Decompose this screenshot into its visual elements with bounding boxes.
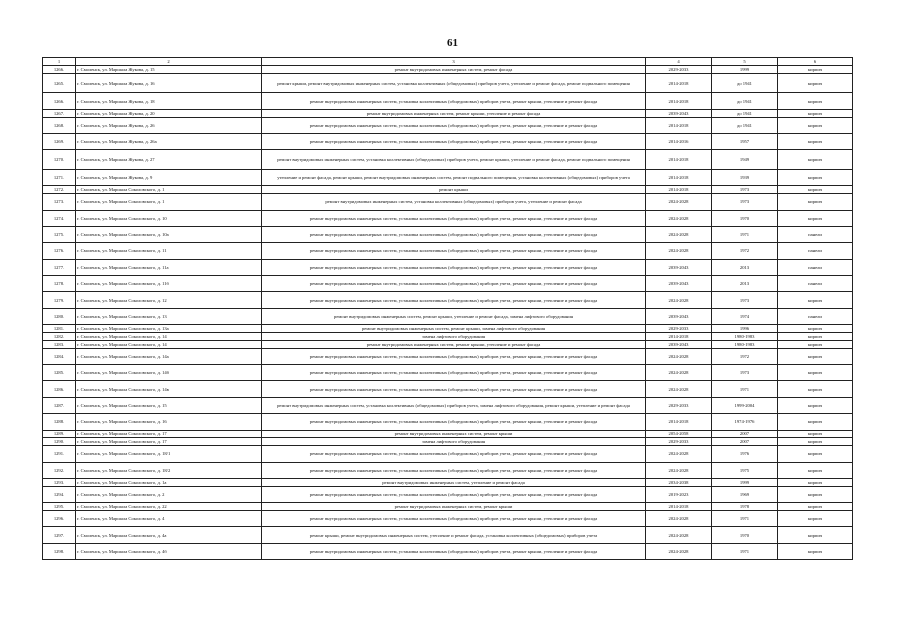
row-number: 1295.	[43, 503, 76, 511]
table-row	[43, 414, 853, 430]
table-row	[43, 226, 853, 242]
table-row	[43, 365, 853, 381]
header-cell-2: 2	[76, 58, 262, 66]
build-year-cell: 1970	[712, 210, 778, 226]
work-types-cell: ремонт внутридомовых инженерных систем, установка коллективных (общедомовых) приборов учета, ремонт крыши, утепление и ремонт фасада	[262, 543, 646, 559]
work-types-cell: ремонт внутридомовых инженерных систем, установка коллективных (общедомовых) приборов учета, ремонт крыши, утепление и ремонт фасада	[262, 259, 646, 275]
address-cell: г. Смоленск, ул. Маршала Соколовского, д. 15	[76, 397, 262, 413]
wall-material-cell: панели	[778, 226, 853, 242]
address-cell: г. Смоленск, ул. Маршала Соколовского, д. 1	[76, 186, 262, 194]
address-cell: г. Смоленск, ул. Маршала Жукова, д. 15	[76, 66, 262, 74]
work-types-cell: утепление и ремонт фасада, ремонт крыши, ремонт внутридомовых инженерных систем, ремонт подвального помещения, установка коллективных (общедомовых) приборов учета	[262, 169, 646, 185]
build-year-cell: 2013	[712, 276, 778, 292]
build-year-cell: 1999-2004	[712, 397, 778, 413]
period-cell: 2014-2018	[646, 117, 712, 133]
period-cell: 2014-2018	[646, 73, 712, 93]
wall-material-cell: панели	[778, 308, 853, 324]
build-year-cell: 1949	[712, 150, 778, 170]
period-cell: 2019-2023	[646, 486, 712, 502]
header-cell-3: 3	[262, 58, 646, 66]
table-row	[43, 117, 853, 133]
work-types-cell: ремонт внутридомовых инженерных систем, установка коллективных (общедомовых) приборов учета, ремонт крыши, утепление и ремонт фасада	[262, 381, 646, 397]
address-cell: г. Смоленск, ул. Маршала Жукова, д. 26а	[76, 133, 262, 149]
build-year-cell: 1971	[712, 543, 778, 559]
wall-material-cell: кирпич	[778, 348, 853, 364]
table-row	[43, 133, 853, 149]
table-row	[43, 194, 853, 210]
address-cell: г. Смоленск, ул. Маршала Жукова, д. 27	[76, 150, 262, 170]
period-cell: 2029-2033	[646, 66, 712, 74]
address-cell: г. Смоленск, ул. Маршала Соколовского, д. 18/2	[76, 462, 262, 478]
period-cell: 2014-2018	[646, 333, 712, 341]
row-number: 1267.	[43, 109, 76, 117]
table-row	[43, 430, 853, 438]
row-number: 1294.	[43, 486, 76, 502]
period-cell: 2024-2028	[646, 462, 712, 478]
period-cell: 2024-2028	[646, 210, 712, 226]
period-cell: 2024-2028	[646, 243, 712, 259]
work-types-cell: ремонт внутридомовых инженерных систем, установка коллективных (общедомовых) приборов учета, ремонт крыши, утепление и ремонт фасада	[262, 486, 646, 502]
work-types-cell: ремонт крыши, ремонт внутридомовых инженерных систем, утепление и ремонт фасада, установка коллективных (общедомовых) приборов учета	[262, 527, 646, 543]
row-number: 1298.	[43, 543, 76, 559]
work-types-cell: ремонт внутридомовых инженерных систем, установка коллективных (общедомовых) приборов учета, ремонт крыши, утепление и ремонт фасада	[262, 93, 646, 109]
work-types-cell: ремонт внутридомовых инженерных систем, установка коллективных (общедомовых) приборов учета, ремонт крыши, утепление и ремонт фасада	[262, 348, 646, 364]
address-cell: г. Смоленск, ул. Маршала Соколовского, д. 13а	[76, 325, 262, 333]
period-cell: 2014-2018	[646, 503, 712, 511]
row-number: 1280.	[43, 308, 76, 324]
period-cell: 2029-2033	[646, 397, 712, 413]
table-row	[43, 462, 853, 478]
period-cell: 2024-2028	[646, 510, 712, 526]
header-cell-4: 4	[646, 58, 712, 66]
build-year-cell: 1975	[712, 462, 778, 478]
row-number: 1277.	[43, 259, 76, 275]
table-row	[43, 109, 853, 117]
table-row	[43, 348, 853, 364]
address-cell: г. Смоленск, ул. Маршала Соколовского, д. 4а	[76, 527, 262, 543]
row-number: 1286.	[43, 381, 76, 397]
build-year-cell: 1974	[712, 308, 778, 324]
row-number: 1275.	[43, 226, 76, 242]
wall-material-cell: кирпич	[778, 133, 853, 149]
wall-material-cell: кирпич	[778, 381, 853, 397]
table-row	[43, 333, 853, 341]
wall-material-cell: кирпич	[778, 397, 853, 413]
build-year-cell: до 1941	[712, 109, 778, 117]
table-row	[43, 325, 853, 333]
address-cell: г. Смоленск, ул. Маршала Соколовского, д. 1а	[76, 478, 262, 486]
build-year-cell: 1957	[712, 133, 778, 149]
wall-material-cell: кирпич	[778, 438, 853, 446]
wall-material-cell: кирпич	[778, 478, 853, 486]
work-types-cell: ремонт внутридомовых инженерных систем, установка коллективных (общедомовых) приборов учета, ремонт крыши, утепление и ремонт фасада	[262, 414, 646, 430]
build-year-cell: 1974-1976	[712, 414, 778, 430]
build-year-cell: 1996	[712, 325, 778, 333]
table-row	[43, 259, 853, 275]
row-number: 1270.	[43, 150, 76, 170]
build-year-cell: 1971	[712, 226, 778, 242]
table-body	[43, 66, 853, 560]
build-year-cell: 1978	[712, 503, 778, 511]
address-cell: г. Смоленск, ул. Маршала Жукова, д. 16	[76, 73, 262, 93]
work-types-cell: ремонт внутридомовых инженерных систем, установка коллективных (общедомовых) приборов учета, ремонт крыши, утепление и ремонт фасада	[262, 446, 646, 462]
address-cell: г. Смоленск, ул. Маршала Соколовского, д. 1	[76, 194, 262, 210]
row-number: 1296.	[43, 510, 76, 526]
row-number: 1268.	[43, 117, 76, 133]
table-row	[43, 73, 853, 93]
build-year-cell: 1972	[712, 348, 778, 364]
address-cell: г. Смоленск, ул. Маршала Соколовского, д. 16	[76, 414, 262, 430]
work-types-cell: ремонт внутридомовых инженерных систем, ремонт крыши	[262, 503, 646, 511]
table-row	[43, 210, 853, 226]
row-number: 1284.	[43, 348, 76, 364]
row-number: 1265.	[43, 73, 76, 93]
build-year-cell: 2007	[712, 430, 778, 438]
work-types-cell: ремонт внутридомовых инженерных систем, установка коллективных (общедомовых) приборов учета, ремонт крыши, утепление и ремонт фасада	[262, 243, 646, 259]
build-year-cell: 1999	[712, 66, 778, 74]
row-number: 1291.	[43, 446, 76, 462]
table-row	[43, 486, 853, 502]
address-cell: г. Смоленск, ул. Маршала Соколовского, д. 18/1	[76, 446, 262, 462]
row-number: 1279.	[43, 292, 76, 308]
row-number: 1274.	[43, 210, 76, 226]
table-row	[43, 93, 853, 109]
address-cell: г. Смоленск, ул. Маршала Соколовского, д. 2	[76, 486, 262, 502]
table-row	[43, 308, 853, 324]
work-types-cell: ремонт внутридомовых инженерных систем, ремонт крыши	[262, 430, 646, 438]
page-number: 61	[447, 37, 458, 49]
address-cell: г. Смоленск, ул. Маршала Жукова, д. 20	[76, 109, 262, 117]
work-types-cell: ремонт внутридомовых инженерных систем, установка коллективных (общедомовых) приборов учета, ремонт крыши, утепление и ремонт фасада	[262, 462, 646, 478]
work-types-cell: ремонт внутридомовых инженерных систем, установка коллективных (общедомовых) приборов учета, ремонт крыши, утепление и ремонт фасада	[262, 117, 646, 133]
build-year-cell: 1973	[712, 186, 778, 194]
build-year-cell: 1980-1983	[712, 340, 778, 348]
period-cell: 2039-2043	[646, 109, 712, 117]
address-cell: г. Смоленск, ул. Маршала Соколовского, д. 10	[76, 210, 262, 226]
table-header	[43, 58, 853, 66]
table-row	[43, 150, 853, 170]
period-cell: 2024-2028	[646, 543, 712, 559]
work-types-cell: ремонт внутридомовых инженерных систем, установка коллективных (общедомовых) приборов учета, ремонт крыши, утепление и ремонт фасада	[262, 226, 646, 242]
work-types-cell: ремонт крыши	[262, 186, 646, 194]
row-number: 1283.	[43, 340, 76, 348]
wall-material-cell: кирпич	[778, 210, 853, 226]
address-cell: г. Смоленск, ул. Маршала Соколовского, д. 13	[76, 308, 262, 324]
period-cell: 2054-2058	[646, 430, 712, 438]
wall-material-cell: кирпич	[778, 117, 853, 133]
wall-material-cell: панели	[778, 276, 853, 292]
period-cell: 2024-2028	[646, 381, 712, 397]
address-cell: г. Смоленск, ул. Маршала Соколовского, д. 14б	[76, 365, 262, 381]
work-types-cell: ремонт внутридомовых инженерных систем, ремонт фасада	[262, 66, 646, 74]
housing-program-table	[42, 57, 852, 560]
wall-material-cell: кирпич	[778, 462, 853, 478]
period-cell: 2014-2018	[646, 169, 712, 185]
row-number: 1273.	[43, 194, 76, 210]
table-row	[43, 186, 853, 194]
table-row	[43, 527, 853, 543]
table-row	[43, 510, 853, 526]
work-types-cell: ремонт внутридомовых инженерных систем, установка коллективных (общедомовых) приборов учета, ремонт крыши, утепление и ремонт фасада	[262, 510, 646, 526]
table-row	[43, 397, 853, 413]
wall-material-cell: кирпич	[778, 527, 853, 543]
address-cell: г. Смоленск, ул. Маршала Соколовского, д. 10а	[76, 226, 262, 242]
work-types-cell: ремонт внутридомовых инженерных систем, установка коллективных (общедомовых) приборов учета, ремонт крыши, утепление и ремонт фасада	[262, 133, 646, 149]
address-cell: г. Смоленск, ул. Маршала Соколовского, д. 12	[76, 292, 262, 308]
row-number: 1290.	[43, 438, 76, 446]
build-year-cell: до 1941	[712, 93, 778, 109]
wall-material-cell: кирпич	[778, 340, 853, 348]
work-types-cell: ремонт внутридомовых инженерных систем, ремонт крыши, утепление и ремонт фасада, замена лифтового оборудования	[262, 308, 646, 324]
work-types-cell: ремонт внутридомовых инженерных систем, установка коллективных (общедомовых) приборов учета, ремонт крыши, утепление и ремонт фасада	[262, 210, 646, 226]
address-cell: г. Смоленск, ул. Маршала Соколовского, д. 14а	[76, 348, 262, 364]
build-year-cell: до 1941	[712, 73, 778, 93]
table	[42, 57, 853, 560]
row-number: 1266.	[43, 66, 76, 74]
wall-material-cell: кирпич	[778, 414, 853, 430]
period-cell: 2034-2038	[646, 478, 712, 486]
wall-material-cell: кирпич	[778, 186, 853, 194]
wall-material-cell: кирпич	[778, 365, 853, 381]
work-types-cell: ремонт внутридомовых инженерных систем, установка коллективных (общедомовых) приборов учета, ремонт крыши, утепление и ремонт фасада, ремонт подвального помещения	[262, 150, 646, 170]
row-number: 1293.	[43, 478, 76, 486]
address-cell: г. Смоленск, ул. Маршала Жукова, д. 9	[76, 169, 262, 185]
wall-material-cell: кирпич	[778, 194, 853, 210]
period-cell: 2014-2018	[646, 93, 712, 109]
work-types-cell: ремонт внутридомовых инженерных систем, ремонт крыши, утепление и ремонт фасада	[262, 340, 646, 348]
wall-material-cell: кирпич	[778, 543, 853, 559]
wall-material-cell: панели	[778, 259, 853, 275]
period-cell: 2024-2028	[646, 365, 712, 381]
address-cell: г. Смоленск, ул. Маршала Соколовского, д. 14	[76, 340, 262, 348]
build-year-cell: 1970	[712, 527, 778, 543]
build-year-cell: 1976	[712, 446, 778, 462]
build-year-cell: 2013	[712, 259, 778, 275]
period-cell: 2024-2028	[646, 527, 712, 543]
build-year-cell: 1980-1983	[712, 333, 778, 341]
wall-material-cell: кирпич	[778, 292, 853, 308]
address-cell: г. Смоленск, ул. Маршала Соколовского, д. 11б	[76, 276, 262, 292]
address-cell: г. Смоленск, ул. Маршала Соколовского, д. 22	[76, 503, 262, 511]
row-number: 1297.	[43, 527, 76, 543]
work-types-cell: замена лифтового оборудования	[262, 438, 646, 446]
row-number: 1285.	[43, 365, 76, 381]
period-cell: 2029-2033	[646, 325, 712, 333]
wall-material-cell: кирпич	[778, 446, 853, 462]
work-types-cell: ремонт внутридомовых инженерных систем, установка коллективных (общедомовых) приборов учета, замена лифтового оборудования, ремонт крыши, утепление и ремонт фасада	[262, 397, 646, 413]
build-year-cell: 1939	[712, 169, 778, 185]
address-cell: г. Смоленск, ул. Маршала Соколовского, д. 17	[76, 438, 262, 446]
build-year-cell: до 1941	[712, 117, 778, 133]
wall-material-cell: кирпич	[778, 93, 853, 109]
period-cell: 2024-2028	[646, 446, 712, 462]
table-row	[43, 478, 853, 486]
table-row	[43, 446, 853, 462]
row-number: 1282.	[43, 333, 76, 341]
header-cell-6: 6	[778, 58, 853, 66]
header-cell-1: 1	[43, 58, 76, 66]
table-row	[43, 381, 853, 397]
build-year-cell: 2007	[712, 438, 778, 446]
wall-material-cell: кирпич	[778, 169, 853, 185]
wall-material-cell: кирпич	[778, 333, 853, 341]
row-number: 1287.	[43, 397, 76, 413]
period-cell: 2014-2016	[646, 133, 712, 149]
period-cell: 2024-2028	[646, 348, 712, 364]
build-year-cell: 1973	[712, 194, 778, 210]
build-year-cell: 1971	[712, 381, 778, 397]
wall-material-cell: кирпич	[778, 486, 853, 502]
wall-material-cell: кирпич	[778, 430, 853, 438]
build-year-cell: 1969	[712, 486, 778, 502]
work-types-cell: ремонт внутридомовых инженерных систем, установка коллективных (общедомовых) приборов учета, ремонт крыши, утепление и ремонт фасада	[262, 365, 646, 381]
work-types-cell: ремонт внутридомовых инженерных систем, установка коллективных (общедомовых) приборов учета, утепление и ремонт фасада	[262, 194, 646, 210]
row-number: 1272.	[43, 186, 76, 194]
row-number: 1271.	[43, 169, 76, 185]
address-cell: г. Смоленск, ул. Маршала Соколовского, д. 4б	[76, 543, 262, 559]
period-cell: 2014-2018	[646, 150, 712, 170]
table-row	[43, 340, 853, 348]
work-types-cell: ремонт внутридомовых инженерных систем, ремонт крыши, замена лифтового оборудования	[262, 325, 646, 333]
build-year-cell: 1972	[712, 243, 778, 259]
address-cell: г. Смоленск, ул. Маршала Жукова, д. 18	[76, 93, 262, 109]
address-cell: г. Смоленск, ул. Маршала Соколовского, д. 11а	[76, 259, 262, 275]
period-cell: 2024-2028	[646, 292, 712, 308]
wall-material-cell: кирпич	[778, 109, 853, 117]
wall-material-cell: кирпич	[778, 510, 853, 526]
row-number: 1292.	[43, 462, 76, 478]
work-types-cell: ремонт внутридомовых инженерных систем, ремонт крыши, утепление и ремонт фасада	[262, 109, 646, 117]
address-cell: г. Смоленск, ул. Маршала Соколовского, д. 14	[76, 333, 262, 341]
table-row	[43, 543, 853, 559]
wall-material-cell: кирпич	[778, 150, 853, 170]
wall-material-cell: кирпич	[778, 66, 853, 74]
table-row	[43, 438, 853, 446]
row-number: 1281.	[43, 325, 76, 333]
work-types-cell: ремонт крыши, ремонт внутридомовых инженерных систем, установка коллективных (общедомовых) приборов учета, утепление и ремонт фасада, ремонт подвального помещения	[262, 73, 646, 93]
build-year-cell: 1973	[712, 365, 778, 381]
period-cell: 2024-2028	[646, 194, 712, 210]
period-cell: 2024-2028	[646, 226, 712, 242]
period-cell: 2014-2018	[646, 186, 712, 194]
work-types-cell: замена лифтового оборудования	[262, 333, 646, 341]
period-cell: 2039-2043	[646, 276, 712, 292]
row-number: 1276.	[43, 243, 76, 259]
row-number: 1288.	[43, 414, 76, 430]
header-cell-5: 5	[712, 58, 778, 66]
address-cell: г. Смоленск, ул. Маршала Соколовского, д. 4	[76, 510, 262, 526]
address-cell: г. Смоленск, ул. Маршала Жукова, д. 26	[76, 117, 262, 133]
work-types-cell: ремонт внутридомовых инженерных систем, установка коллективных (общедомовых) приборов учета, ремонт крыши, утепление и ремонт фасада	[262, 292, 646, 308]
period-cell: 2014-2018	[646, 414, 712, 430]
header-row	[43, 58, 853, 66]
wall-material-cell: кирпич	[778, 73, 853, 93]
table-row	[43, 66, 853, 74]
row-number: 1278.	[43, 276, 76, 292]
row-number: 1269.	[43, 133, 76, 149]
period-cell: 2039-2043	[646, 340, 712, 348]
work-types-cell: ремонт внутридомовых инженерных систем, утепление и ремонт фасада	[262, 478, 646, 486]
wall-material-cell: кирпич	[778, 325, 853, 333]
table-row	[43, 276, 853, 292]
table-row	[43, 503, 853, 511]
period-cell: 2029-2033	[646, 438, 712, 446]
period-cell: 2039-2043	[646, 308, 712, 324]
address-cell: г. Смоленск, ул. Маршала Соколовского, д. 14в	[76, 381, 262, 397]
row-number: 1266.	[43, 93, 76, 109]
address-cell: г. Смоленск, ул. Маршала Соколовского, д. 11	[76, 243, 262, 259]
table-row	[43, 243, 853, 259]
build-year-cell: 1973	[712, 292, 778, 308]
table-row	[43, 169, 853, 185]
period-cell: 2039-2043	[646, 259, 712, 275]
wall-material-cell: кирпич	[778, 503, 853, 511]
build-year-cell: 1999	[712, 478, 778, 486]
build-year-cell: 1971	[712, 510, 778, 526]
address-cell: г. Смоленск, ул. Маршала Соколовского, д. 17	[76, 430, 262, 438]
work-types-cell: ремонт внутридомовых инженерных систем, установка коллективных (общедомовых) приборов учета, ремонт крыши, утепление и ремонт фасада	[262, 276, 646, 292]
row-number: 1289.	[43, 430, 76, 438]
wall-material-cell: панели	[778, 243, 853, 259]
table-row	[43, 292, 853, 308]
